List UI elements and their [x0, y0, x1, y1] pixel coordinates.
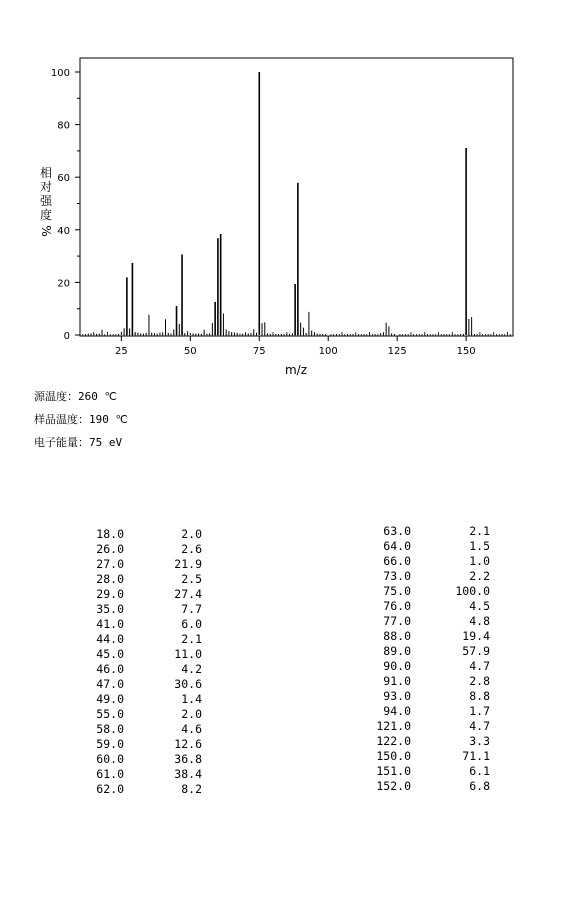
peak-abundance: 1.7: [469, 704, 490, 718]
condition-label: 源温度：: [34, 390, 78, 403]
peak-mz: 44.0: [96, 632, 124, 646]
peak-mz: 122.0: [376, 734, 411, 748]
peak-mz: 150.0: [376, 749, 411, 763]
peak-row: [350, 599, 510, 614]
y-tick-label: 60: [57, 173, 70, 185]
peak-mz: 77.0: [383, 614, 411, 628]
peak-row: [350, 644, 510, 659]
peak-abundance: 4.8: [469, 614, 490, 628]
x-tick-label: 125: [387, 346, 407, 357]
mass-spectrum-chart: [0, 0, 570, 390]
plot-frame: [80, 58, 513, 336]
y-tick-label: 100: [50, 68, 70, 79]
peak-abundance: 3.3: [469, 734, 490, 748]
x-tick-label: 25: [115, 346, 128, 357]
peak-mz: 26.0: [96, 542, 124, 556]
x-tick-label: 75: [252, 346, 266, 357]
peak-row: [60, 587, 220, 602]
peak-row: [350, 689, 510, 704]
y-axis-ticks: [51, 68, 80, 342]
peak-mz: 63.0: [383, 524, 411, 538]
peak-row: [60, 647, 220, 662]
y-axis-label-char: 对: [39, 180, 52, 194]
condition-value: 190 ℃: [89, 413, 128, 426]
peak-mz: 152.0: [376, 779, 411, 793]
y-axis-label: [38, 166, 54, 238]
peak-row: [350, 569, 510, 584]
peak-mz: 45.0: [96, 647, 124, 661]
x-tick-label: 100: [318, 346, 338, 357]
peak-row: [350, 749, 510, 764]
x-minor-ticks: [83, 332, 510, 336]
condition-value: 75 eV: [89, 436, 123, 449]
peak-abundance: 12.6: [174, 737, 202, 751]
peak-mz: 73.0: [383, 569, 411, 583]
peak-abundance: 8.8: [469, 689, 490, 703]
peak-row: [60, 707, 220, 722]
peak-row: [350, 629, 510, 644]
peak-abundance: 19.4: [462, 629, 490, 643]
peak-row: [60, 572, 220, 587]
peak-mz: 58.0: [96, 722, 124, 736]
x-axis-ticks: [115, 336, 476, 357]
peak-mz: 49.0: [96, 692, 124, 706]
condition-value: 260 ℃: [78, 390, 117, 403]
peak-row: [350, 524, 510, 539]
peak-mz: 93.0: [383, 689, 411, 703]
peak-abundance: 21.9: [174, 557, 202, 571]
condition-label: 样品温度：: [34, 413, 89, 426]
peak-abundance: 71.1: [462, 749, 490, 763]
peak-abundance: 36.8: [174, 752, 202, 766]
peak-abundance: 100.0: [455, 584, 490, 598]
peak-abundance: 11.0: [174, 647, 202, 661]
y-tick-label: 20: [57, 278, 70, 290]
peak-abundance: 4.5: [469, 599, 490, 613]
peak-mz: 121.0: [376, 719, 411, 733]
condition-electron-energy: [34, 434, 122, 450]
peak-mz: 89.0: [383, 644, 411, 658]
peak-row: [350, 764, 510, 779]
peak-mz: 66.0: [383, 554, 411, 568]
peak-row: [60, 662, 220, 677]
peak-abundance: 4.6: [181, 722, 202, 736]
peak-abundance: 30.6: [174, 677, 202, 691]
y-axis-label-char: 相: [39, 166, 52, 180]
peak-row: [350, 734, 510, 749]
peak-mz: 90.0: [383, 659, 411, 673]
peak-abundance: 2.1: [469, 524, 490, 538]
peak-row: [350, 554, 510, 569]
peak-row: [60, 692, 220, 707]
peak-row: [60, 677, 220, 692]
peak-row: [60, 722, 220, 737]
peak-row: [350, 584, 510, 599]
peak-abundance: 7.7: [181, 602, 202, 616]
peak-abundance: 4.7: [469, 719, 490, 733]
peak-mz: 55.0: [96, 707, 124, 721]
peak-abundance: 27.4: [174, 587, 202, 601]
peak-row: [60, 602, 220, 617]
peak-abundance: 2.2: [469, 569, 490, 583]
y-axis-label-char: 强: [39, 194, 52, 208]
peak-row: [350, 539, 510, 554]
peak-abundance: 2.5: [181, 572, 202, 586]
y-tick-label: 0: [63, 331, 70, 342]
peak-mz: 76.0: [383, 599, 411, 613]
peak-row: [60, 617, 220, 632]
peak-mz: 35.0: [96, 602, 124, 616]
peak-row: [60, 737, 220, 752]
peak-table-left: [60, 527, 220, 797]
peak-abundance: 4.2: [181, 662, 202, 676]
peak-abundance: 2.6: [181, 542, 202, 556]
peak-mz: 47.0: [96, 677, 124, 691]
x-axis-label: m/z: [284, 363, 308, 377]
peak-mz: 41.0: [96, 617, 124, 631]
condition-sample-temp: [34, 411, 128, 427]
peak-row: [60, 542, 220, 557]
peak-row: [60, 782, 220, 797]
y-axis-label-unit: %: [39, 225, 53, 237]
peak-mz: 61.0: [96, 767, 124, 781]
peak-row: [350, 704, 510, 719]
y-tick-label: 80: [57, 120, 70, 132]
peak-mz: 91.0: [383, 674, 411, 688]
peak-mz: 28.0: [96, 572, 124, 586]
peak-abundance: 2.8: [469, 674, 490, 688]
peak-abundance: 38.4: [174, 767, 202, 781]
peak-abundance: 2.0: [181, 527, 202, 541]
peak-abundance: 6.1: [469, 764, 490, 778]
peak-abundance: 57.9: [462, 644, 490, 658]
peak-mz: 88.0: [383, 629, 411, 643]
peak-mz: 94.0: [383, 704, 411, 718]
spectrum-bars: [86, 72, 502, 335]
peak-row: [350, 674, 510, 689]
peak-abundance: 1.0: [469, 554, 490, 568]
x-tick-label: 150: [456, 346, 476, 357]
peak-row: [350, 614, 510, 629]
peak-abundance: 2.1: [181, 632, 202, 646]
peak-row: [60, 752, 220, 767]
peak-row: [350, 659, 510, 674]
peak-row: [60, 527, 220, 542]
y-axis-label-char: 度: [39, 208, 52, 222]
peak-mz: 18.0: [96, 527, 124, 541]
peak-mz: 29.0: [96, 587, 124, 601]
condition-label: 电子能量：: [34, 436, 89, 449]
peak-row: [60, 632, 220, 647]
peak-mz: 75.0: [383, 584, 411, 598]
x-tick-label: 50: [183, 346, 197, 357]
peak-mz: 27.0: [96, 557, 124, 571]
peak-mz: 46.0: [96, 662, 124, 676]
peak-row: [350, 719, 510, 734]
peak-mz: 62.0: [96, 782, 124, 796]
peak-mz: 151.0: [376, 764, 411, 778]
peak-abundance: 1.5: [469, 539, 490, 553]
peak-abundance: 2.0: [181, 707, 202, 721]
peak-abundance: 6.8: [469, 779, 490, 793]
peak-abundance: 8.2: [181, 782, 202, 796]
peak-abundance: 1.4: [181, 692, 202, 706]
peak-mz: 59.0: [96, 737, 124, 751]
peak-abundance: 4.7: [469, 659, 490, 673]
peak-mz: 64.0: [383, 539, 411, 553]
peak-row: [350, 779, 510, 794]
peak-table-right: [350, 524, 510, 794]
peak-mz: 60.0: [96, 752, 124, 766]
peak-row: [60, 767, 220, 782]
peak-row: [60, 557, 220, 572]
y-tick-label: 40: [57, 225, 70, 237]
peak-abundance: 6.0: [181, 617, 202, 631]
condition-source-temp: [34, 388, 117, 404]
